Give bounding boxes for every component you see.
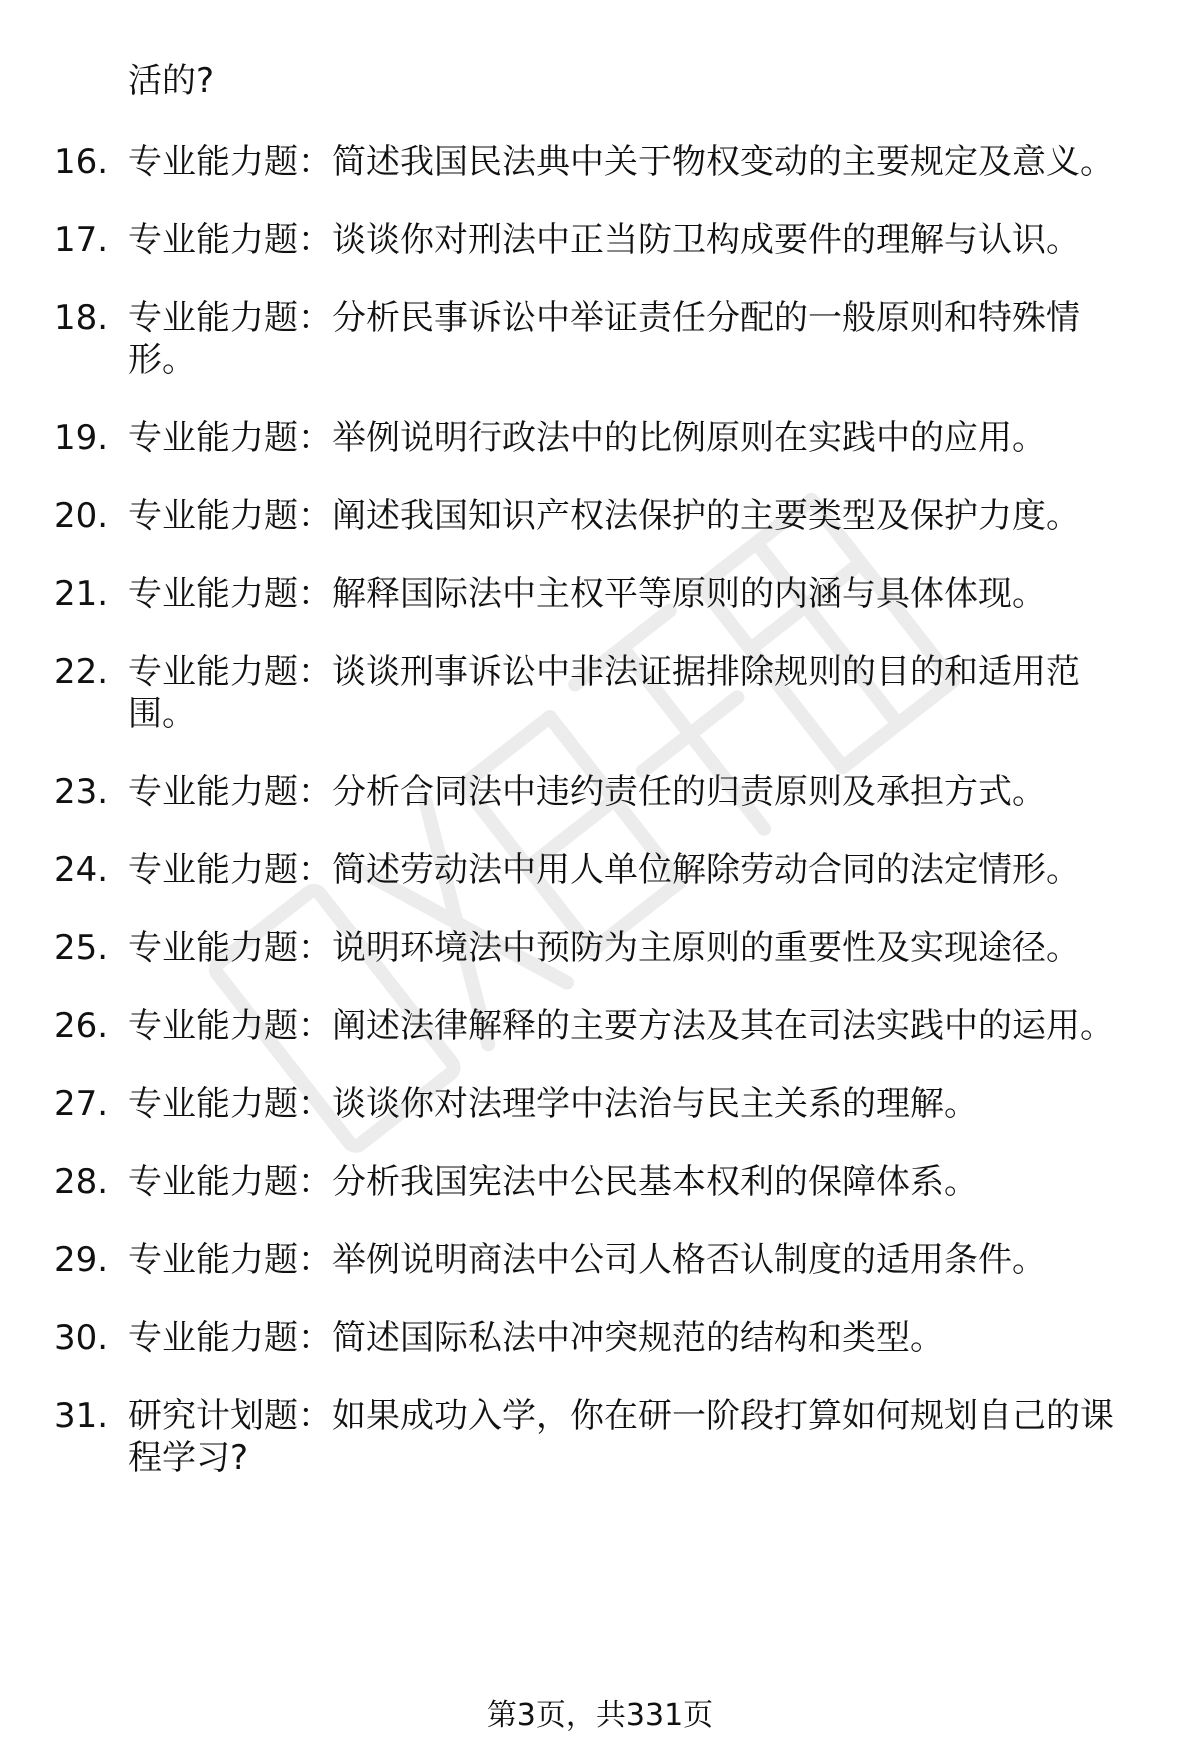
question-item: [0, 1317, 1200, 1359]
question-number: 26.: [54, 1006, 109, 1046]
question-item: [0, 417, 1200, 459]
question-category: 专业能力题：: [128, 850, 332, 890]
question-number: 20.: [54, 496, 109, 536]
question-number: 17.: [54, 220, 109, 260]
question-text: 举例说明行政法中的比例原则在实践中的应用。: [332, 418, 1046, 458]
question-text: 解释国际法中主权平等原则的内涵与具体体现。: [332, 574, 1046, 614]
question-item: [0, 219, 1200, 261]
question-category: 专业能力题：: [128, 1006, 332, 1046]
question-text: 谈谈刑事诉讼中非法证据排除规则的目的和适用范围。: [128, 652, 1080, 734]
question-number: 28.: [54, 1162, 109, 1202]
question-category: 专业能力题：: [128, 142, 332, 182]
question-category: 研究计划题：: [128, 1396, 332, 1436]
question-number: 19.: [54, 418, 109, 458]
question-item: [0, 141, 1200, 183]
question-text: 阐述法律解释的主要方法及其在司法实践中的运用。: [332, 1006, 1114, 1046]
question-text: 谈谈你对法理学中法治与民主关系的理解。: [332, 1084, 978, 1124]
question-item: [0, 297, 1200, 381]
question-number: 30.: [54, 1318, 109, 1358]
question-text: 阐述我国知识产权法保护的主要类型及保护力度。: [332, 496, 1080, 536]
question-category: 专业能力题：: [128, 574, 332, 614]
question-category: 专业能力题：: [128, 418, 332, 458]
question-item: [0, 1395, 1200, 1479]
question-category: 专业能力题：: [128, 220, 332, 260]
question-text: 简述我国民法典中关于物权变动的主要规定及意义。: [332, 142, 1114, 182]
question-text: 如果成功入学，你在研一阶段打算如何规划自己的课程学习?: [128, 1396, 1114, 1478]
question-text: 分析我国宪法中公民基本权利的保障体系。: [332, 1162, 978, 1202]
question-item: [0, 1083, 1200, 1125]
question-category: 专业能力题：: [128, 1084, 332, 1124]
continued-question-text: 活的?: [128, 61, 215, 101]
question-number: 24.: [54, 850, 109, 890]
question-number: 23.: [54, 772, 109, 812]
page-footer: 第3页，共331页: [486, 1698, 714, 1733]
question-text: 简述劳动法中用人单位解除劳动合同的法定情形。: [332, 850, 1080, 890]
question-category: 专业能力题：: [128, 1162, 332, 1202]
question-item: [0, 1161, 1200, 1203]
question-number: 18.: [54, 298, 109, 338]
question-list: [0, 141, 1200, 1515]
question-item: [0, 1239, 1200, 1281]
question-item: [0, 573, 1200, 615]
question-number: 22.: [54, 652, 109, 692]
question-item: [0, 927, 1200, 969]
question-item: [0, 1005, 1200, 1047]
question-category: 专业能力题：: [128, 772, 332, 812]
question-number: 16.: [54, 142, 109, 182]
question-text: 举例说明商法中公司人格否认制度的适用条件。: [332, 1240, 1046, 1280]
question-text: 分析合同法中违约责任的归责原则及承担方式。: [332, 772, 1046, 812]
question-category: 专业能力题：: [128, 496, 332, 536]
question-item: [0, 495, 1200, 537]
question-item: [0, 771, 1200, 813]
question-text: 谈谈你对刑法中正当防卫构成要件的理解与认识。: [332, 220, 1080, 260]
question-number: 29.: [54, 1240, 109, 1280]
question-item: [0, 651, 1200, 735]
question-text: 分析民事诉讼中举证责任分配的一般原则和特殊情形。: [128, 298, 1080, 380]
question-category: 专业能力题：: [128, 298, 332, 338]
question-category: 专业能力题：: [128, 652, 332, 692]
question-number: 21.: [54, 574, 109, 614]
question-item: [0, 849, 1200, 891]
question-number: 27.: [54, 1084, 109, 1124]
question-category: 专业能力题：: [128, 1318, 332, 1358]
question-category: 专业能力题：: [128, 928, 332, 968]
question-category: 专业能力题：: [128, 1240, 332, 1280]
question-text: 说明环境法中预防为主原则的重要性及实现途径。: [332, 928, 1080, 968]
question-number: 25.: [54, 928, 109, 968]
question-text: 简述国际私法中冲突规范的结构和类型。: [332, 1318, 944, 1358]
question-number: 31.: [54, 1396, 109, 1436]
